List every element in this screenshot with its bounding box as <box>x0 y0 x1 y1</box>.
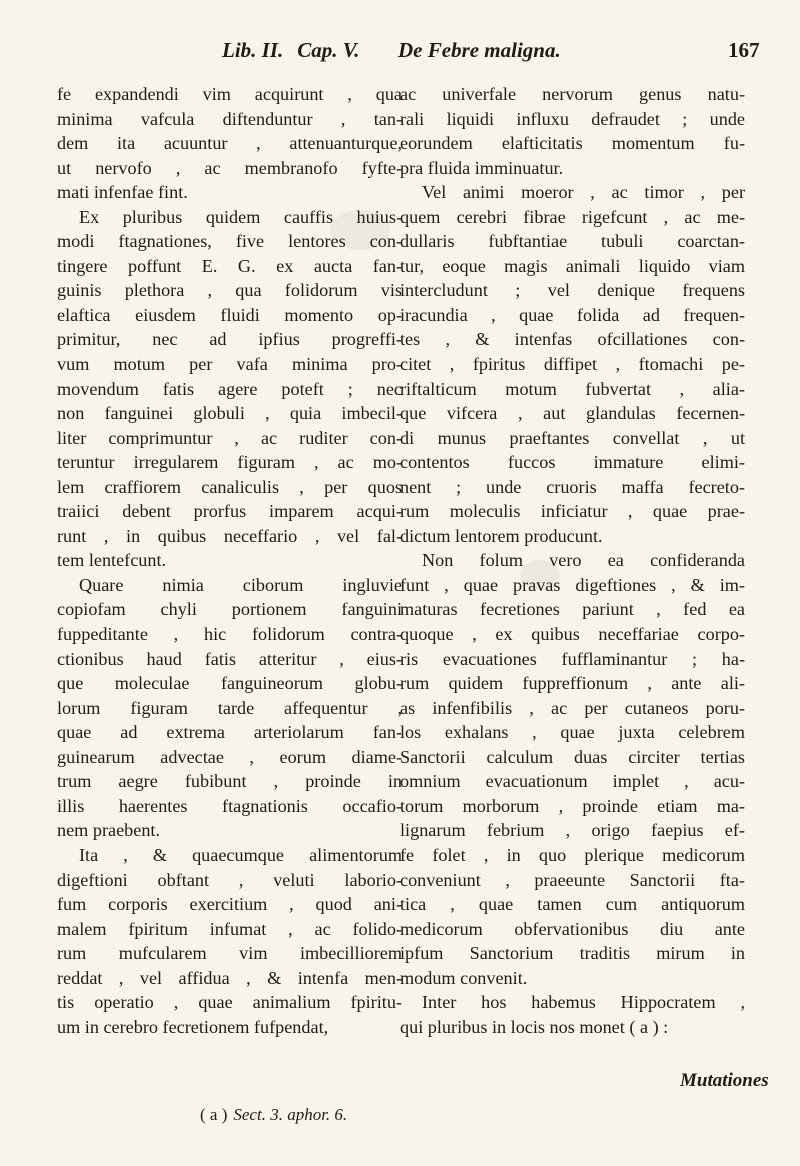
text-line: iracundia , quae folida ad frequen- <box>400 304 745 325</box>
running-head-title: De Febre maligna. <box>398 38 561 62</box>
text-line: teruntur irregularem figuram , ac mo- <box>57 452 402 473</box>
text-line: quem cerebri fibrae rigefcunt , ac me- <box>400 206 745 227</box>
text-line: lem craffiorem canaliculis , per quos <box>57 476 402 497</box>
text-line: fe expandendi vim acquirunt , qua <box>57 84 402 104</box>
text-line: quae ad extrema arteriolarum fan- <box>57 722 402 743</box>
text-line: tur, eoque magis animali liquido viam <box>400 255 745 276</box>
left-text-column <box>57 82 402 1039</box>
text-line: maturas fecretiones pariunt , fed ea <box>400 599 745 620</box>
text-line: guinearum advectae , eorum diame- <box>57 746 402 767</box>
text-line: as infenfibilis , ac per cutaneos poru- <box>400 697 745 718</box>
text-line: fuppeditante , hic folidorum contra- <box>57 624 402 645</box>
text-line: modum convenit. <box>400 967 528 988</box>
text-line: modi ftagnationes, five lentores con- <box>57 231 402 252</box>
text-line: riftalticum motum fubvertat , alia- <box>400 378 745 399</box>
text-line: tis operatio , quae animalium fpiritu- <box>57 992 402 1013</box>
footnote <box>200 1105 347 1125</box>
text-line: di munus praeftantes convellat , ut <box>400 427 745 448</box>
text-line: quoque , ex quibus neceffariae corpo- <box>400 624 745 645</box>
text-line: ctionibus haud fatis atteritur , eius- <box>57 648 402 669</box>
text-line: rum moleculis inficiatur , quae prae- <box>400 501 745 522</box>
text-line: Sanctorii calculum duas circiter tertias <box>400 746 745 767</box>
text-line: um in cerebro fecretionem fufpendat, <box>57 1016 329 1037</box>
text-line: contentos fuccos immature elimi- <box>400 452 745 473</box>
text-line: malem fpiritum infumat , ac folido- <box>57 918 402 939</box>
text-line: ipfum Sanctorium traditis mirum in <box>400 943 745 964</box>
text-line: Non folum vero ea confideranda <box>422 550 745 571</box>
text-line: dem ita acuuntur , attenuanturque, <box>57 133 402 154</box>
text-line: copiofam chyli portionem fanguini <box>57 599 402 620</box>
text-line: dullaris fubftantiae tubuli coarctan- <box>400 231 745 252</box>
text-line: fum corporis exercitium , quod ani- <box>57 894 402 915</box>
text-line: intercludunt ; vel denique frequens <box>400 280 745 301</box>
chapter-number: Cap. V. <box>297 38 360 62</box>
text-line: que moleculae fanguineorum globu- <box>57 673 402 694</box>
text-line: Inter hos habemus Hippocratem , <box>422 992 745 1013</box>
text-line: Quare nimia ciborum ingluvie <box>79 574 402 595</box>
text-line: torum morborum , proinde etiam ma- <box>400 795 745 816</box>
text-line: ac univerfale nervorum genus natu- <box>400 84 745 104</box>
running-head-left <box>222 38 359 63</box>
text-line: pra fluida imminuatur. <box>400 157 564 178</box>
text-line: non fanguinei globuli , quia imbecil- <box>57 403 402 424</box>
catchword: Mutationes <box>680 1070 769 1091</box>
text-line: nem praebent. <box>57 820 161 841</box>
text-line: conveniunt , praeeunte Sanctorii fta- <box>400 869 745 890</box>
text-line: omnium evacuationum implet , acu- <box>400 771 745 792</box>
text-line: ris evacuationes fufflaminantur ; ha- <box>400 648 745 669</box>
text-line: traiici debent prorfus imparem acqui- <box>57 501 402 522</box>
text-line: primitur, nec ad ipfius progreffi- <box>57 329 402 350</box>
text-line: medicorum obfervationibus diu ante <box>400 918 745 939</box>
text-line: guinis plethora , qua folidorum vis <box>57 280 402 301</box>
text-line: mati infenfae fint. <box>57 182 188 203</box>
text-line: qui pluribus in locis nos monet ( a ) : <box>400 1016 669 1037</box>
text-line: tem lentefcunt. <box>57 550 167 571</box>
text-line: citet , fpiritus diffipet , ftomachi pe- <box>400 354 745 375</box>
book-number: Lib. II. <box>222 38 284 62</box>
text-line: que vifcera , aut glandulas fecernen- <box>400 403 745 424</box>
text-line: nent ; unde cruoris maffa fecreto- <box>400 476 745 497</box>
footnote-marker: ( a ) <box>200 1105 228 1124</box>
text-line: movendum fatis agere poteft ; nec <box>57 378 402 399</box>
text-line: lorum figuram tarde affequentur , <box>57 697 402 718</box>
text-line: rali liquidi influxu defraudet ; unde <box>400 108 745 129</box>
text-line: dictum lentorem producunt. <box>400 525 603 546</box>
text-line: reddat , vel affidua , & intenfa men- <box>57 967 402 988</box>
text-line: Ita , & quaecumque alimentorum <box>79 844 402 865</box>
text-line: trum aegre fubibunt , proinde in <box>57 771 402 792</box>
right-text-column <box>400 82 745 1039</box>
text-line: digeftioni obftant , veluti laborio- <box>57 869 402 890</box>
page-number: 167 <box>728 38 760 62</box>
text-line: rum mufcularem vim imbecilliorem <box>57 943 402 964</box>
text-line: liter comprimuntur , ac ruditer con- <box>57 427 402 448</box>
text-line: elaftica eiusdem fluidi momento op- <box>57 304 402 325</box>
text-line: vum motum per vafa minima pro- <box>57 354 402 375</box>
text-line: fe folet , in quo plerique medicorum <box>400 844 745 865</box>
text-line: lignarum febrium , origo faepius ef- <box>400 820 745 841</box>
text-line: funt , quae pravas digeftiones , & im- <box>400 574 745 595</box>
text-line: Ex pluribus quidem cauffis huius- <box>79 206 402 227</box>
text-line: los exhalans , quae juxta celebrem <box>400 722 745 743</box>
text-line: minima vafcula diftenduntur , tan- <box>57 108 402 129</box>
text-line: Vel animi moeror , ac timor , per <box>422 182 745 203</box>
footnote-text: Sect. 3. aphor. 6. <box>233 1105 348 1124</box>
text-line: tes , & intenfas ofcillationes con- <box>400 329 745 350</box>
text-line: tica , quae tamen cum antiquorum <box>400 894 745 915</box>
text-line: runt , in quibus neceffario , vel fal- <box>57 525 402 546</box>
text-line: rum quidem fuppreffionum , ante ali- <box>400 673 745 694</box>
text-line: illis haerentes ftagnationis occafio- <box>57 795 402 816</box>
text-line: tingere poffunt E. G. ex aucta fan- <box>57 255 402 276</box>
text-line: ut nervofo , ac membranofo fyfte- <box>57 157 402 178</box>
text-line: eorundem elafticitatis momentum fu- <box>400 133 745 154</box>
